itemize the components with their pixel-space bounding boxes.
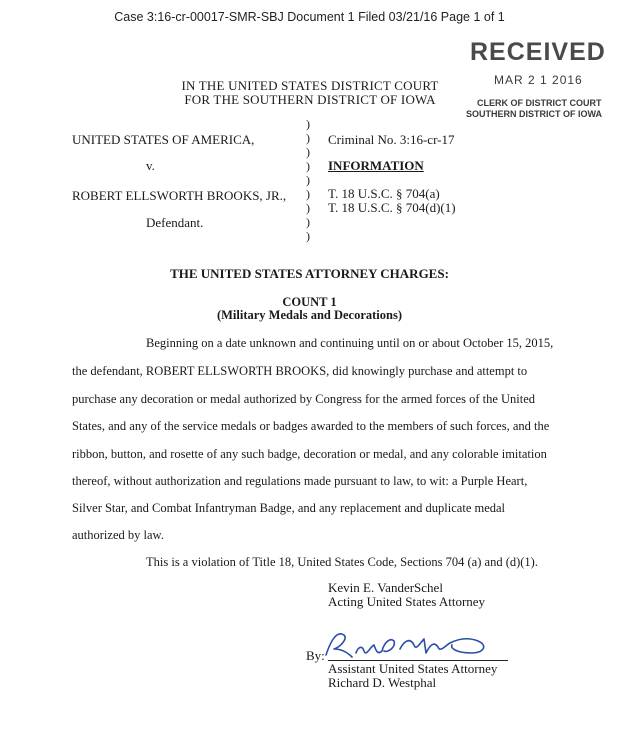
paragraph-line: the defendant, ROBERT ELLSWORTH BROOKS, did knowingly purchase and attempt to: [72, 364, 528, 378]
stamp-date: MAR 2 1 2016: [494, 73, 583, 87]
paragraph-line: thereof, without authorization and regulations made pursuant to law, to wit: a Purple Heart,: [72, 474, 528, 488]
caption-paren: ): [306, 145, 310, 159]
paragraph-line: Silver Star, and Combat Infantryman Badge, and any replacement and duplicate medal: [72, 501, 506, 515]
statute-1: T. 18 U.S.C. § 704(a): [328, 186, 440, 201]
paragraph-line: States, and any of the service medals or badges awarded to the members of such forces, and the: [72, 419, 550, 433]
statute-2: T. 18 U.S.C. § 704(d)(1): [328, 200, 456, 215]
assistant-name: Richard D. Westphal: [328, 675, 437, 690]
attorney-title: Acting United States Attorney: [328, 594, 486, 609]
count-subtitle: (Military Medals and Decorations): [216, 308, 403, 322]
received-stamp: RECEIVED: [470, 38, 606, 66]
versus: v.: [146, 158, 155, 173]
paragraph-line: purchase any decoration or medal authorized by Congress for the armed forces of the United: [72, 392, 536, 406]
attorney-name: Kevin E. VanderSchel: [328, 580, 443, 595]
caption-paren: ): [306, 173, 310, 187]
court-title-line1: IN THE UNITED STATES DISTRICT COURT: [181, 78, 439, 93]
paragraph-line: Beginning on a date unknown and continuing until on or about October 15, 2015,: [146, 336, 554, 350]
caption-paren: ): [306, 201, 310, 215]
defendant-label: Defendant.: [146, 215, 204, 230]
criminal-number: Criminal No. 3:16-cr-17: [328, 132, 455, 147]
plaintiff-name: UNITED STATES OF AMERICA,: [72, 132, 255, 147]
case-header: Case 3:16-cr-00017-SMR-SBJ Document 1 Filed 03/21/16 Page 1 of 1: [114, 10, 505, 24]
caption-paren: ): [306, 159, 310, 173]
assistant-title: Assistant United States Attorney: [328, 661, 498, 676]
caption-paren: ): [306, 117, 310, 131]
court-title-line2: FOR THE SOUTHERN DISTRICT OF IOWA: [184, 92, 436, 107]
caption-paren: ): [306, 187, 310, 201]
by-label: By:: [306, 648, 325, 663]
handwritten-signature: [318, 627, 498, 663]
stamp-clerk-line2: SOUTHERN DISTRICT OF IOWA: [466, 109, 602, 119]
caption-paren: ): [306, 131, 310, 145]
stamp-clerk-line1: CLERK OF DISTRICT COURT: [477, 98, 602, 108]
paragraph-line: authorized by law.: [72, 528, 164, 542]
count-title: COUNT 1: [282, 295, 337, 309]
document-type: INFORMATION: [328, 158, 424, 173]
caption-paren: ): [306, 229, 310, 243]
paragraph-line: ribbon, button, and rosette of any such badge, decoration or medal, and any colorable imitation: [72, 447, 547, 461]
charges-heading: THE UNITED STATES ATTORNEY CHARGES:: [170, 266, 449, 281]
caption-paren: ): [306, 215, 310, 229]
violation-statement: This is a violation of Title 18, United States Code, Sections 704 (a) and (d)(1).: [146, 555, 538, 569]
defendant-name: ROBERT ELLSWORTH BROOKS, JR.,: [72, 188, 287, 203]
